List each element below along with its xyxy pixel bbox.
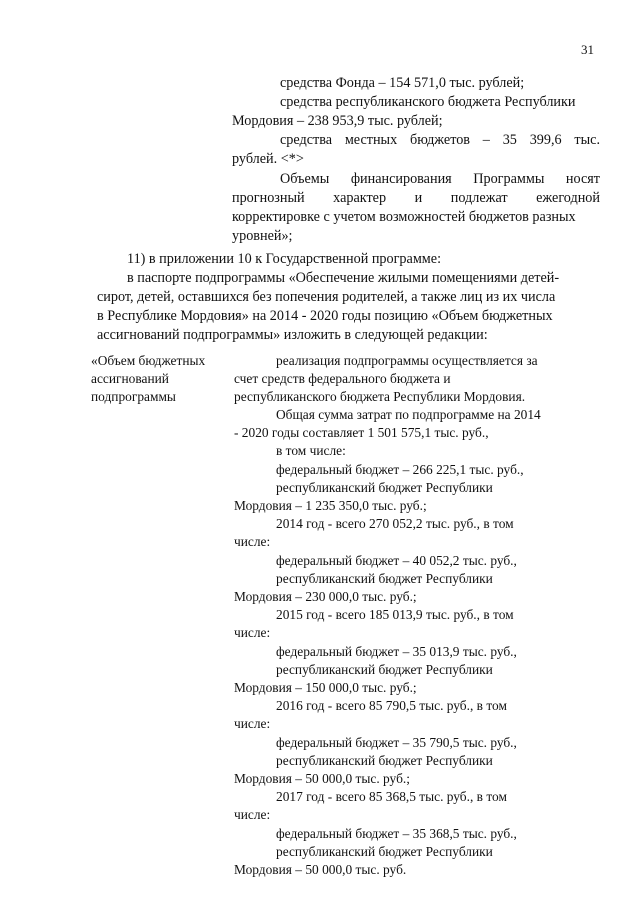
text-line: корректировке с учетом возможностей бюджетов разных: [232, 209, 576, 225]
table-right-line: федеральный бюджет – 35 790,5 тыс. руб.,: [276, 735, 517, 750]
table-right-line: Мордовия – 150 000,0 тыс. руб.;: [234, 680, 417, 695]
table-right-line: Мордовия – 50 000,0 тыс. руб.: [234, 862, 407, 877]
table-right-line: республиканский бюджет Республики: [276, 844, 493, 859]
table-right-line: федеральный бюджет – 40 052,2 тыс. руб.,: [276, 553, 517, 568]
text-line: средства Фонда – 154 571,0 тыс. рублей;: [280, 75, 525, 91]
table-right-line: федеральный бюджет – 266 225,1 тыс. руб.,: [276, 462, 524, 477]
table-right-line: республиканский бюджет Республики: [276, 480, 493, 495]
table-left-cell: ассигнований: [91, 371, 169, 386]
table-right-line: 2017 год - всего 85 368,5 тыс. руб., в том: [276, 789, 507, 804]
table-right-line: республиканский бюджет Республики: [276, 753, 493, 768]
text-line: средства местных бюджетов – 35 399,6 тыс.: [280, 132, 600, 148]
table-right-line: счет средств федерального бюджета и: [234, 371, 451, 386]
table-right-line: Общая сумма затрат по подпрограмме на 2014: [276, 407, 541, 422]
text-line: уровней»;: [232, 228, 293, 244]
table-right-line: числе:: [234, 625, 271, 640]
list-item-11: 11) в приложении 10 к Государственной программе:: [127, 251, 442, 267]
table-right-line: 2015 год - всего 185 013,9 тыс. руб., в том: [276, 607, 514, 622]
table-right-line: числе:: [234, 534, 271, 549]
table-right-line: республиканский бюджет Республики: [276, 571, 493, 586]
table-right-line: Мордовия – 230 000,0 тыс. руб.;: [234, 589, 417, 604]
page-number: 31: [581, 42, 594, 57]
table-right-line: Мордовия – 50 000,0 тыс. руб.;: [234, 771, 410, 786]
text-line: рублей. <*>: [232, 151, 304, 167]
table-right-line: реализация подпрограммы осуществляется за: [276, 353, 538, 368]
table-right-line: 2016 год - всего 85 790,5 тыс. руб., в том: [276, 698, 507, 713]
table-right-line: Мордовия – 1 235 350,0 тыс. руб.;: [234, 498, 427, 513]
table-right-line: федеральный бюджет – 35 013,9 тыс. руб.,: [276, 644, 517, 659]
table-right-line: 2014 год - всего 270 052,2 тыс. руб., в том: [276, 516, 514, 531]
table-right-line: числе:: [234, 716, 271, 731]
table-right-line: республиканский бюджет Республики: [276, 662, 493, 677]
table-right-line: в том числе:: [276, 443, 346, 458]
text-line: в паспорте подпрограммы «Обеспечение жилыми помещениями детей-: [127, 270, 560, 286]
table-right-line: федеральный бюджет – 35 368,5 тыс. руб.,: [276, 826, 517, 841]
table-right-line: числе:: [234, 807, 271, 822]
table-left-cell: «Объем бюджетных: [91, 353, 206, 368]
text-line: сирот, детей, оставшихся без попечения родителей, а также лиц из их числа: [97, 289, 556, 305]
table-left-cell: подпрограммы: [91, 389, 176, 404]
text-line: прогнозный характер и подлежат ежегодной: [232, 190, 600, 206]
text-line: в Республике Мордовия» на 2014 - 2020 годы позицию «Объем бюджетных: [97, 308, 553, 324]
text-line: Объемы финансирования Программы носят: [280, 171, 600, 187]
text-line: Мордовия – 238 953,9 тыс. рублей;: [232, 113, 443, 129]
text-line: ассигнований подпрограммы» изложить в следующей редакции:: [97, 327, 488, 343]
table-right-line: - 2020 годы составляет 1 501 575,1 тыс. руб.,: [234, 425, 489, 440]
text-line: средства республиканского бюджета Республики: [280, 94, 576, 110]
table-right-line: республиканского бюджета Республики Мордовия.: [234, 389, 526, 404]
